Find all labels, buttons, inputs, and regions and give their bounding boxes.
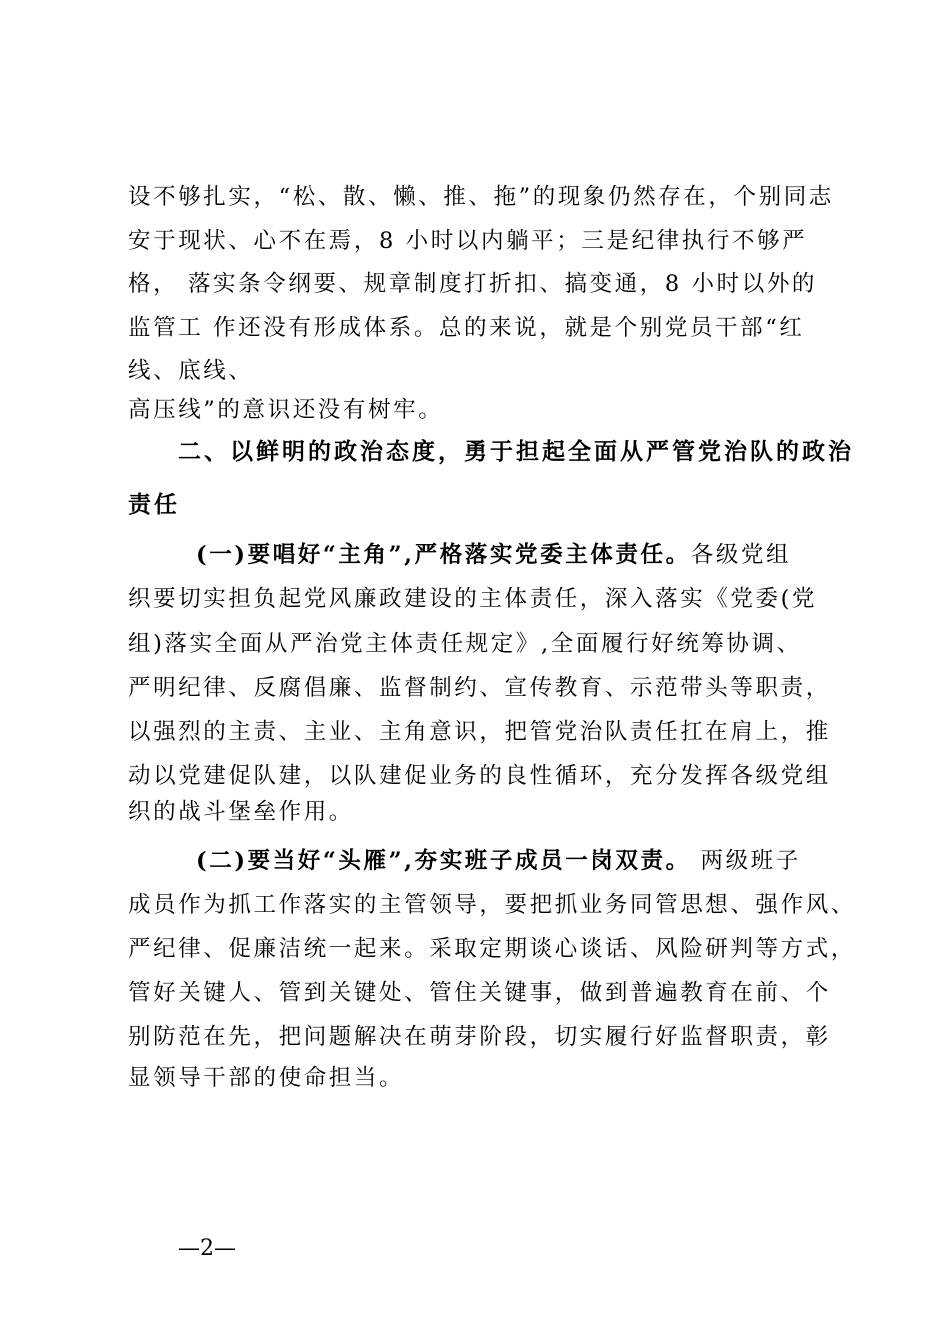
- paragraph-line: 格， 落实条令纲要、规章制度打折扣、搞变通，8 小时以外的: [128, 271, 818, 297]
- paragraph-line: 织的战斗堡垒作用。: [128, 799, 354, 825]
- paragraph-line: 线、底线、: [128, 358, 254, 384]
- paragraph-text: 两级班子: [690, 848, 801, 874]
- section-heading-continued: 责任: [128, 491, 180, 518]
- paragraph-line: 成员作为抓工作落实的主管领导，要把抓业务同管思想、强作风、: [128, 892, 856, 918]
- paragraph-line: 管好关键人、管到关键处、管住关键事，做到普遍教育在前、个: [128, 980, 831, 1006]
- paragraph-line: 织要切实担负起党风廉政建设的主体责任，深入落实《党委(党: [128, 586, 818, 612]
- paragraph-line: 严明纪律、反腐倡廉、监督制约、宣传教育、示范带头等职责，: [128, 675, 831, 701]
- paragraph-line: 别防范在先，把问题解决在萌芽阶段，切实履行好监督职责，彰: [128, 1024, 831, 1050]
- subsection-title: (二)要当好“头雁”,夯实班子成员一岗双责。: [196, 848, 691, 874]
- subsection-first-line: [196, 846, 801, 876]
- paragraph-line: 设不够扎实，“松、散、懒、推、拖”的现象仍然存在，个别同志: [128, 184, 834, 210]
- paragraph-line: 严纪律、促廉洁统一起来。采取定期谈心谈话、风险研判等方式，: [128, 936, 856, 962]
- subsection-title: (一)要唱好“主角”,严格落实党委主体责任。: [196, 542, 691, 568]
- paragraph-line: 动以党建促队建，以队建促业务的良性循环，充分发挥各级党组: [128, 763, 831, 789]
- page-number: —2—: [178, 1236, 236, 1261]
- paragraph-line: 以强烈的主责、主业、主角意识，把管党治队责任扛在肩上，推: [128, 719, 831, 745]
- paragraph-line: 显领导干部的使命担当。: [128, 1065, 405, 1091]
- subsection-first-line: [196, 540, 791, 570]
- paragraph-text: 各级党组: [690, 542, 792, 568]
- paragraph-line: 安于现状、心不在焉，8 小时以内躺平；三是纪律执行不够严: [128, 228, 808, 254]
- paragraph-line: 监管工 作还没有形成体系。总的来说，就是个别党员干部“红: [128, 315, 805, 341]
- paragraph-line: 高压线”的意识还没有树牢。: [128, 397, 444, 423]
- paragraph-line: 组)落实全面从严治党主体责任规定》,全面履行好统筹协调、: [128, 631, 802, 657]
- section-heading: 二、以鲜明的政治态度，勇于担起全面从严管党治队的政治: [178, 438, 854, 465]
